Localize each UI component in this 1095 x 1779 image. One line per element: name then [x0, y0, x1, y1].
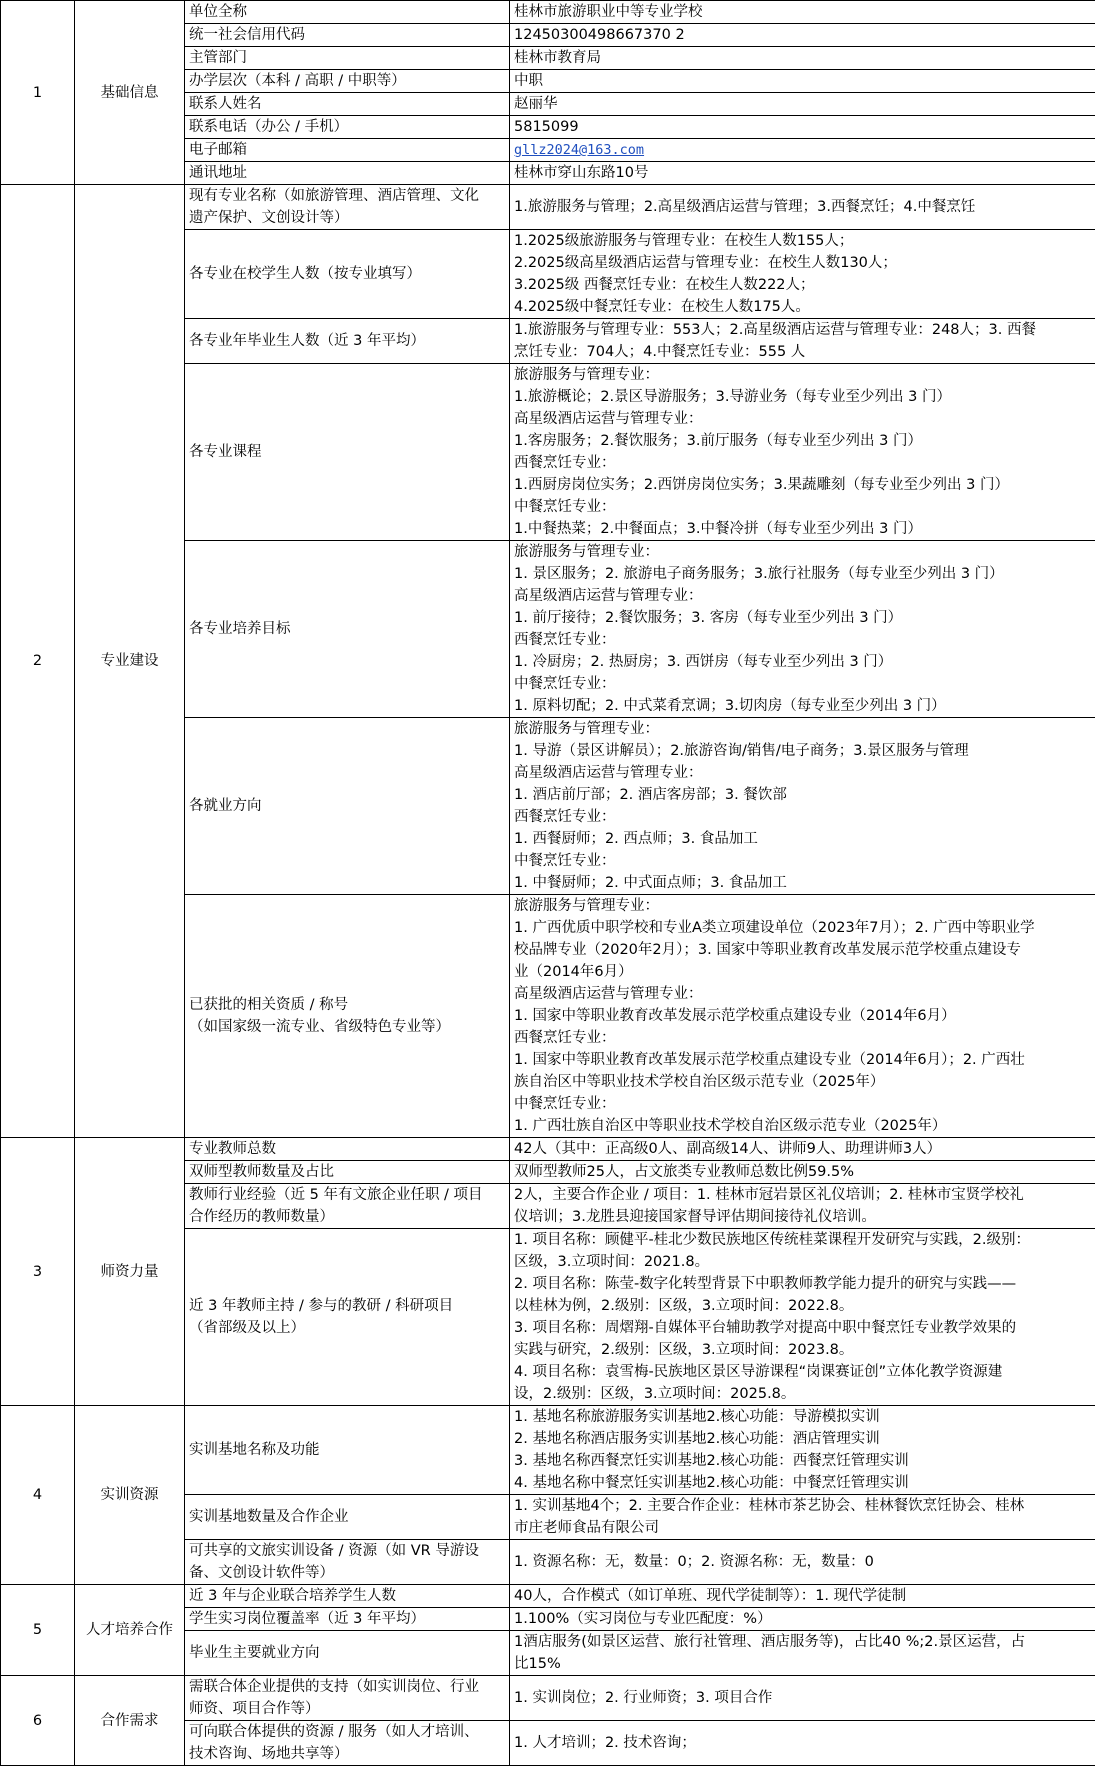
- section-number: 3: [1, 1138, 75, 1406]
- field-value: 2人，主要合作企业 / 项目：1. 桂林市冠岩景区礼仪培训；2. 桂林市宝贤学校礼 仪培训；3.龙胜县迎接国家督导评估期间接待礼仪培训。: [510, 1184, 1095, 1229]
- field-value: 1.100%（实习岗位与专业匹配度：%）: [510, 1608, 1095, 1631]
- section-category: 合作需求: [75, 1676, 185, 1766]
- field-value: 1. 资源名称：无，数量：0；2. 资源名称：无，数量：0: [510, 1540, 1095, 1585]
- field-label: 各专业培养目标: [185, 541, 510, 718]
- field-label: 可向联合体提供的资源 / 服务（如人才培训、 技术咨询、场地共享等）: [185, 1721, 510, 1766]
- field-value: 桂林市教育局: [510, 47, 1095, 70]
- field-value: 1. 实训岗位；2. 行业师资；3. 项目合作: [510, 1676, 1095, 1721]
- section-category: 专业建设: [75, 185, 185, 1138]
- field-label: 联系电话（办公 / 手机）: [185, 116, 510, 139]
- field-label: 现有专业名称（如旅游管理、酒店管理、文化 遗产保护、文创设计等）: [185, 185, 510, 230]
- field-label: 统一社会信用代码: [185, 24, 510, 47]
- field-label: 近 3 年与企业联合培养学生人数: [185, 1585, 510, 1608]
- field-label: 联系人姓名: [185, 93, 510, 116]
- field-value: 桂林市穿山东路10号: [510, 162, 1095, 185]
- field-label: 办学层次（本科 / 高职 / 中职等）: [185, 70, 510, 93]
- section-number: 4: [1, 1406, 75, 1585]
- table-row: [1, 1585, 1095, 1608]
- field-value: 双师型教师25人，占文旅类专业教师总数比例59.5%: [510, 1161, 1095, 1184]
- section-category: 师资力量: [75, 1138, 185, 1406]
- field-label: 可共享的文旅实训设备 / 资源（如 VR 导游设 备、文创设计软件等）: [185, 1540, 510, 1585]
- field-value: 1.旅游服务与管理；2.高星级酒店运营与管理；3.西餐烹饪；4.中餐烹饪: [510, 185, 1095, 230]
- field-label: 已获批的相关资质 / 称号 （如国家级一流专业、省级特色专业等）: [185, 895, 510, 1138]
- field-label: 主管部门: [185, 47, 510, 70]
- section-category: 基础信息: [75, 1, 185, 185]
- field-value: 1.旅游服务与管理专业：553人；2.高星级酒店运营与管理专业：248人；3. 西餐 烹饪专业：704人；4.中餐烹饪专业：555 人: [510, 319, 1095, 364]
- field-value: 12450300498667370 2: [510, 24, 1095, 47]
- field-label: 电子邮箱: [185, 139, 510, 162]
- field-value: 1. 实训基地4个；2. 主要合作企业：桂林市茶艺协会、桂林餐饮烹饪协会、桂林 市庄老师食品有限公司: [510, 1495, 1095, 1540]
- field-label: 双师型教师数量及占比: [185, 1161, 510, 1184]
- table-row: [1, 1676, 1095, 1721]
- field-label: 各专业课程: [185, 364, 510, 541]
- field-label: 各专业在校学生人数（按专业填写）: [185, 230, 510, 319]
- section-number: 6: [1, 1676, 75, 1766]
- table-row: [1, 1138, 1095, 1161]
- field-label: 近 3 年教师主持 / 参与的教研 / 科研项目 （省部级及以上）: [185, 1229, 510, 1406]
- field-value: 1. 基地名称旅游服务实训基地2.核心功能：导游模拟实训 2. 基地名称酒店服务实训基地2.核心功能：酒店管理实训 3. 基地名称西餐烹饪实训基地2.核心功能：西餐烹饪管理实训 4. 基地名称中餐烹饪实训基地2.核心功能：中餐烹饪管理实训: [510, 1406, 1095, 1495]
- table-row: [1, 1, 1095, 24]
- field-value: 旅游服务与管理专业： 1.旅游概论；2.景区导游服务；3.导游业务（每专业至少列出 3 门） 高星级酒店运营与管理专业： 1.客房服务；2.餐饮服务；3.前厅服务（每专业至少列出 3 门） 西餐烹饪专业： 1.西厨房岗位实务；2.西饼房岗位实务；3.果蔬雕刻（每专业至少列出 3 门） 中餐烹饪专业： 1.中餐热菜；2.中餐面点；3.中餐冷拼（每专业至少列出 3 门）: [510, 364, 1095, 541]
- field-value: 40人，合作模式（如订单班、现代学徒制等）：1. 现代学徒制: [510, 1585, 1095, 1608]
- field-label: 专业教师总数: [185, 1138, 510, 1161]
- field-label: 毕业生主要就业方向: [185, 1631, 510, 1676]
- table-row: [1, 1406, 1095, 1495]
- field-value: 旅游服务与管理专业： 1. 广西优质中职学校和专业A类立项建设单位（2023年7月）；2. 广西中等职业学 校品牌专业（2020年2月）；3. 国家中等职业教育改革发展示范学校重点建设专 业（2014年6月） 高星级酒店运营与管理专业： 1. 国家中等职业教育改革发展示范学校重点建设专业（2014年6月） 西餐烹饪专业： 1. 国家中等职业教育改革发展示范学校重点建设专业（2014年6月）；2. 广西壮 族自治区中等职业技术学校自治区级示范专业（2025年） 中餐烹饪专业： 1. 广西壮族自治区中等职业技术学校自治区级示范专业（2025年）: [510, 895, 1095, 1138]
- field-value: 1.2025级旅游服务与管理专业：在校生人数155人； 2.2025级高星级酒店运营与管理专业：在校生人数130人； 3.2025级 西餐烹饪专业：在校生人数222人； 4.2025级中餐烹饪专业：在校生人数175人。: [510, 230, 1095, 319]
- field-value: 1. 项目名称：顾健平-桂北少数民族地区传统桂菜课程开发研究与实践，2.级别： 区级，3.立项时间：2021.8。 2. 项目名称：陈莹-数字化转型背景下中职教师教学能力提升的研究与实践—— 以桂林为例，2.级别：区级，3.立项时间：2022.8。 3. 项目名称：周熠翔-自媒体平台辅助教学对提高中职中餐烹饪专业教学效果的 实践与研究，2.级别：区级，3.立项时间：2023.8。 4. 项目名称：袁雪梅-民族地区景区导游课程“岗课赛证创”立体化教学资源建 设，2.级别：区级，3.立项时间：2025.8。: [510, 1229, 1095, 1406]
- field-label: 单位全称: [185, 1, 510, 24]
- field-value: 5815099: [510, 116, 1095, 139]
- field-value: 42人（其中：正高级0人、副高级14人、讲师9人、助理讲师3人）: [510, 1138, 1095, 1161]
- field-value: 旅游服务与管理专业： 1. 导游（景区讲解员）；2.旅游咨询/销售/电子商务；3.景区服务与管理 高星级酒店运营与管理专业： 1. 酒店前厅部；2. 酒店客房部；3. 餐饮部 西餐烹饪专业： 1. 西餐厨师；2. 西点师；3. 食品加工 中餐烹饪专业： 1. 中餐厨师；2. 中式面点师；3. 食品加工: [510, 718, 1095, 895]
- field-value-cell: [510, 139, 1095, 162]
- section-number: 1: [1, 1, 75, 185]
- field-label: 实训基地数量及合作企业: [185, 1495, 510, 1540]
- field-label: 需联合体企业提供的支持（如实训岗位、行业 师资、项目合作等）: [185, 1676, 510, 1721]
- field-value: 1. 人才培训；2. 技术咨询；: [510, 1721, 1095, 1766]
- section-number: 5: [1, 1585, 75, 1676]
- field-label: 各专业年毕业生人数（近 3 年平均）: [185, 319, 510, 364]
- field-label: 教师行业经验（近 5 年有文旅企业任职 / 项目 合作经历的教师数量）: [185, 1184, 510, 1229]
- section-number: 2: [1, 185, 75, 1138]
- field-value: 旅游服务与管理专业： 1. 景区服务；2. 旅游电子商务服务；3.旅行社服务（每专业至少列出 3 门） 高星级酒店运营与管理专业： 1. 前厅接待；2.餐饮服务；3. 客房（每专业至少列出 3 门） 西餐烹饪专业： 1. 冷厨房；2. 热厨房；3. 西饼房（每专业至少列出 3 门） 中餐烹饪专业： 1. 原料切配；2. 中式菜肴烹调；3.切肉房（每专业至少列出 3 门）: [510, 541, 1095, 718]
- field-value: 中职: [510, 70, 1095, 93]
- email-link[interactable]: gllz2024@163.com: [514, 142, 645, 158]
- field-value: 1酒店服务(如景区运营、旅行社管理、酒店服务等)，占比40 %;2.景区运营，占 比15%: [510, 1631, 1095, 1676]
- field-label: 通讯地址: [185, 162, 510, 185]
- section-category: 人才培养合作: [75, 1585, 185, 1676]
- survey-table-body: [1, 1, 1095, 1766]
- field-label: 各就业方向: [185, 718, 510, 895]
- field-label: 学生实习岗位覆盖率（近 3 年平均）: [185, 1608, 510, 1631]
- field-label: 实训基地名称及功能: [185, 1406, 510, 1495]
- section-category: 实训资源: [75, 1406, 185, 1585]
- field-value: 赵丽华: [510, 93, 1095, 116]
- field-value: 桂林市旅游职业中等专业学校: [510, 1, 1095, 24]
- table-row: [1, 185, 1095, 230]
